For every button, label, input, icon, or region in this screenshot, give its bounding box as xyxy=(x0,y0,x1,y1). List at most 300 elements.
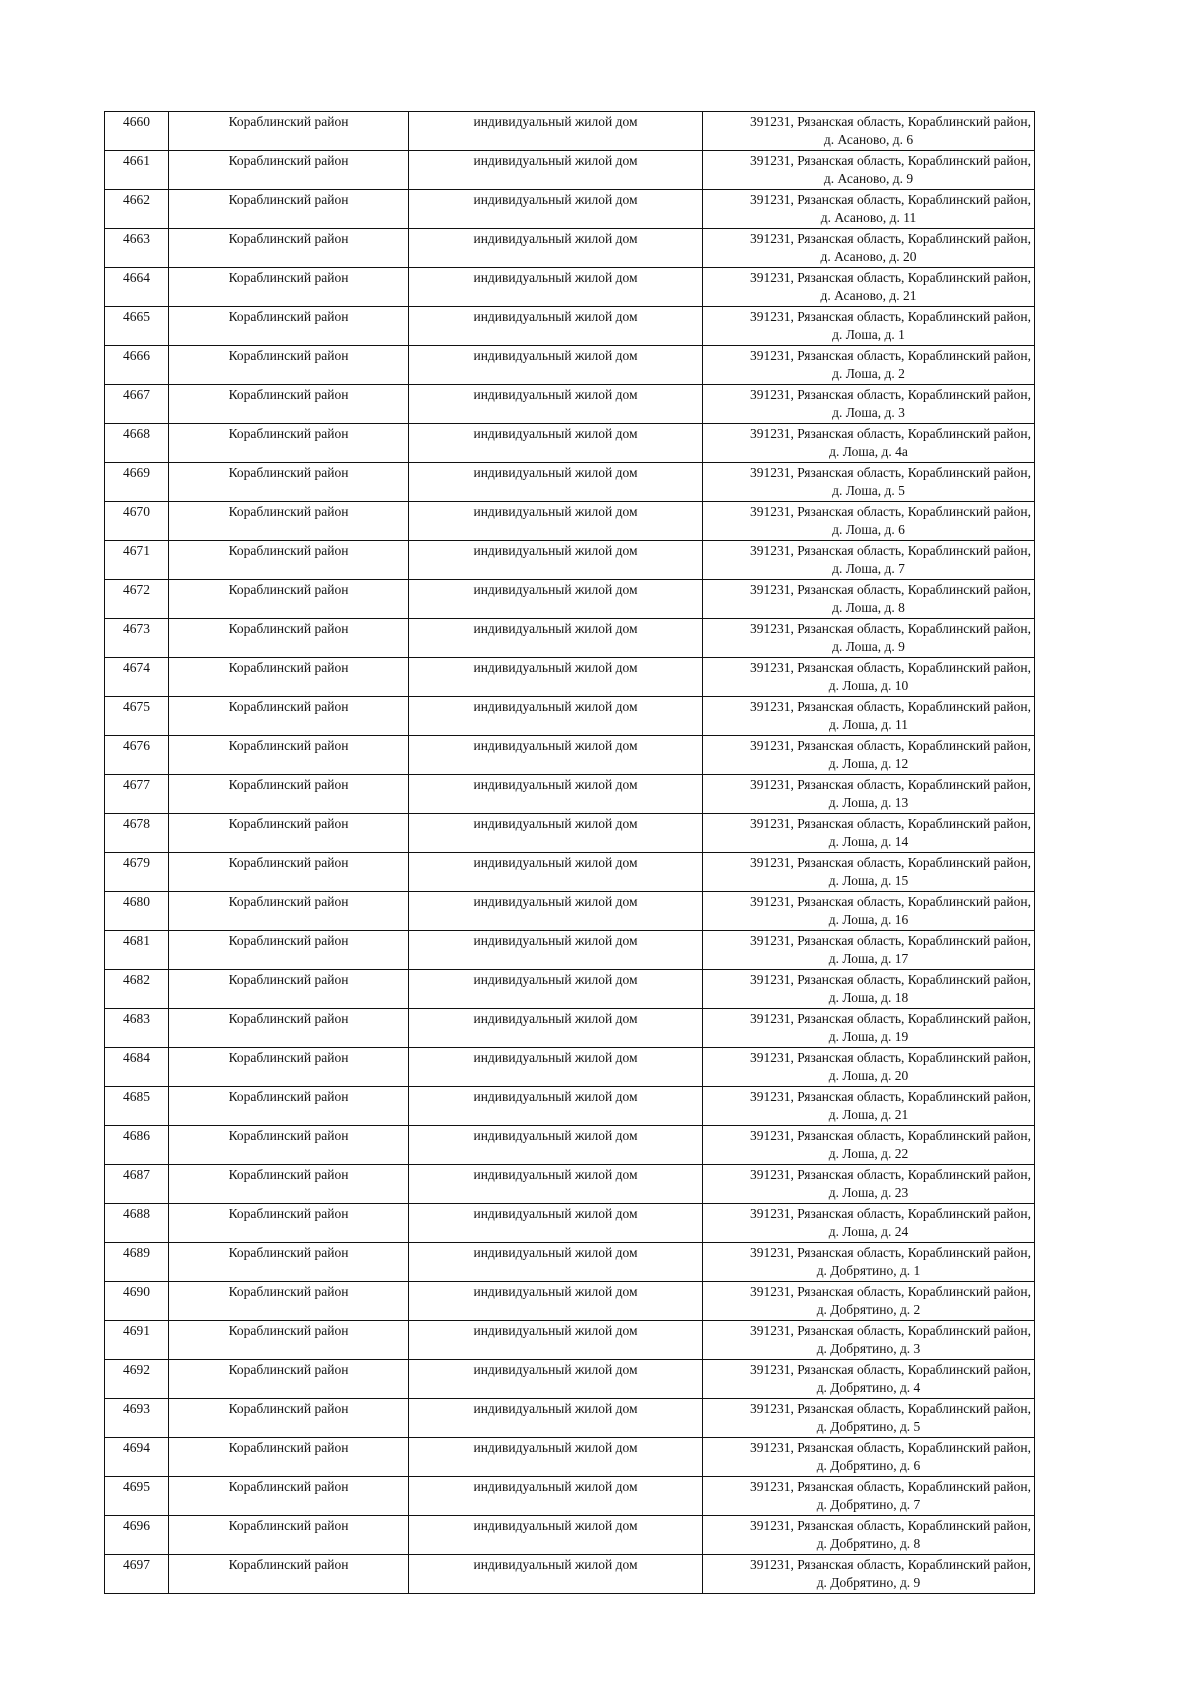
building-type-text: индивидуальный жилой дом xyxy=(473,777,638,792)
row-number-text: 4693 xyxy=(123,1401,150,1416)
district-cell xyxy=(169,541,409,580)
row-number-text: 4696 xyxy=(123,1518,150,1533)
table-row xyxy=(105,502,1035,541)
address-cell xyxy=(703,580,1035,619)
district-text: Кораблинский район xyxy=(228,816,349,831)
row-number-text: 4667 xyxy=(123,387,150,402)
row-number-text: 4681 xyxy=(123,933,150,948)
row-number-text: 4689 xyxy=(123,1245,150,1260)
row-number-text: 4666 xyxy=(123,348,150,363)
table-row xyxy=(105,229,1035,268)
building-type-cell xyxy=(409,541,703,580)
row-number xyxy=(105,112,169,151)
district-text: Кораблинский район xyxy=(228,426,349,441)
address-line-1: 391231, Рязанская область, Кораблинский район, xyxy=(750,1206,1031,1221)
building-type-text: индивидуальный жилой дом xyxy=(473,348,638,363)
building-type-cell xyxy=(409,1555,703,1594)
address-cell xyxy=(703,229,1035,268)
address-line-1: 391231, Рязанская область, Кораблинский район, xyxy=(750,1284,1031,1299)
district-cell xyxy=(169,853,409,892)
row-number-text: 4682 xyxy=(123,972,150,987)
address-line-1: 391231, Рязанская область, Кораблинский район, xyxy=(750,504,1031,519)
row-number xyxy=(105,775,169,814)
housing-registry-table xyxy=(104,111,1035,1594)
row-number xyxy=(105,1165,169,1204)
address-line-2: д. Лоша, д. 11 xyxy=(829,716,908,732)
address-line-1: 391231, Рязанская область, Кораблинский район, xyxy=(750,1440,1031,1455)
address-cell xyxy=(703,658,1035,697)
building-type-cell xyxy=(409,268,703,307)
table-row xyxy=(105,268,1035,307)
row-number xyxy=(105,1009,169,1048)
district-text: Кораблинский район xyxy=(228,1245,349,1260)
building-type-cell xyxy=(409,346,703,385)
address-line-2: д. Добрятино, д. 2 xyxy=(816,1301,921,1317)
address-cell xyxy=(703,541,1035,580)
row-number-text: 4675 xyxy=(123,699,150,714)
address-line-2: д. Добрятино, д. 4 xyxy=(816,1379,921,1395)
row-number-text: 4678 xyxy=(123,816,150,831)
table-row xyxy=(105,658,1035,697)
address-cell xyxy=(703,1048,1035,1087)
district-cell xyxy=(169,814,409,853)
address-cell xyxy=(703,1438,1035,1477)
district-cell xyxy=(169,775,409,814)
table-row xyxy=(105,1321,1035,1360)
address-line-2: д. Лоша, д. 6 xyxy=(832,521,905,537)
district-cell xyxy=(169,697,409,736)
district-cell xyxy=(169,1360,409,1399)
address-line-1: 391231, Рязанская область, Кораблинский район, xyxy=(750,1518,1031,1533)
address-cell xyxy=(703,1087,1035,1126)
district-cell xyxy=(169,580,409,619)
address-line-1: 391231, Рязанская область, Кораблинский район, xyxy=(750,582,1031,597)
address-line-2: д. Лоша, д. 4а xyxy=(829,443,908,459)
row-number-text: 4676 xyxy=(123,738,150,753)
district-text: Кораблинский район xyxy=(228,348,349,363)
row-number xyxy=(105,385,169,424)
building-type-cell xyxy=(409,190,703,229)
building-type-text: индивидуальный жилой дом xyxy=(473,387,638,402)
address-line-1: 391231, Рязанская область, Кораблинский район, xyxy=(750,387,1031,402)
district-text: Кораблинский район xyxy=(228,504,349,519)
address-line-2: д. Лоша, д. 13 xyxy=(828,794,909,810)
building-type-cell xyxy=(409,619,703,658)
building-type-cell xyxy=(409,112,703,151)
building-type-cell xyxy=(409,580,703,619)
building-type-cell xyxy=(409,1516,703,1555)
address-line-2: д. Лоша, д. 21 xyxy=(828,1106,909,1122)
building-type-cell xyxy=(409,1282,703,1321)
table-row xyxy=(105,1243,1035,1282)
building-type-cell xyxy=(409,151,703,190)
address-cell xyxy=(703,1282,1035,1321)
building-type-text: индивидуальный жилой дом xyxy=(473,153,638,168)
building-type-cell xyxy=(409,1204,703,1243)
building-type-text: индивидуальный жилой дом xyxy=(473,1323,638,1338)
table-row xyxy=(105,775,1035,814)
district-cell xyxy=(169,1165,409,1204)
row-number-text: 4665 xyxy=(123,309,150,324)
address-line-2: д. Добрятино, д. 6 xyxy=(816,1457,921,1473)
district-text: Кораблинский район xyxy=(228,933,349,948)
address-cell xyxy=(703,1360,1035,1399)
address-line-1: 391231, Рязанская область, Кораблинский район, xyxy=(750,114,1031,129)
address-line-1: 391231, Рязанская область, Кораблинский район, xyxy=(750,777,1031,792)
district-text: Кораблинский район xyxy=(228,1518,349,1533)
district-cell xyxy=(169,1282,409,1321)
district-cell xyxy=(169,1243,409,1282)
district-text: Кораблинский район xyxy=(228,153,349,168)
table-row xyxy=(105,1087,1035,1126)
address-cell xyxy=(703,307,1035,346)
address-cell xyxy=(703,151,1035,190)
address-line-1: 391231, Рязанская область, Кораблинский район, xyxy=(750,621,1031,636)
address-line-1: 391231, Рязанская область, Кораблинский район, xyxy=(750,1362,1031,1377)
building-type-text: индивидуальный жилой дом xyxy=(473,1011,638,1026)
building-type-text: индивидуальный жилой дом xyxy=(473,972,638,987)
table-row xyxy=(105,1477,1035,1516)
address-line-1: 391231, Рязанская область, Кораблинский район, xyxy=(750,1089,1031,1104)
district-cell xyxy=(169,346,409,385)
row-number xyxy=(105,697,169,736)
row-number-text: 4695 xyxy=(123,1479,150,1494)
address-line-1: 391231, Рязанская область, Кораблинский район, xyxy=(750,192,1031,207)
district-text: Кораблинский район xyxy=(228,1284,349,1299)
table-row xyxy=(105,619,1035,658)
address-cell xyxy=(703,1009,1035,1048)
district-cell xyxy=(169,1516,409,1555)
building-type-text: индивидуальный жилой дом xyxy=(473,816,638,831)
address-line-1: 391231, Рязанская область, Кораблинский район, xyxy=(750,894,1031,909)
row-number-text: 4669 xyxy=(123,465,150,480)
building-type-cell xyxy=(409,697,703,736)
row-number xyxy=(105,1477,169,1516)
address-line-2: д. Лоша, д. 5 xyxy=(832,482,905,498)
building-type-cell xyxy=(409,970,703,1009)
row-number-text: 4688 xyxy=(123,1206,150,1221)
building-type-text: индивидуальный жилой дом xyxy=(473,114,638,129)
district-text: Кораблинский район xyxy=(228,114,349,129)
district-text: Кораблинский район xyxy=(228,465,349,480)
district-text: Кораблинский район xyxy=(228,387,349,402)
address-cell xyxy=(703,775,1035,814)
district-cell xyxy=(169,892,409,931)
building-type-cell xyxy=(409,424,703,463)
building-type-text: индивидуальный жилой дом xyxy=(473,231,638,246)
address-line-1: 391231, Рязанская область, Кораблинский район, xyxy=(750,1167,1031,1182)
address-cell xyxy=(703,1516,1035,1555)
row-number xyxy=(105,1516,169,1555)
address-cell xyxy=(703,931,1035,970)
table-row xyxy=(105,697,1035,736)
address-line-1: 391231, Рязанская область, Кораблинский район, xyxy=(750,153,1031,168)
address-line-1: 391231, Рязанская область, Кораблинский район, xyxy=(750,1011,1031,1026)
row-number-text: 4680 xyxy=(123,894,150,909)
address-cell xyxy=(703,463,1035,502)
district-cell xyxy=(169,1555,409,1594)
table-row xyxy=(105,1165,1035,1204)
address-cell xyxy=(703,892,1035,931)
building-type-text: индивидуальный жилой дом xyxy=(473,1362,638,1377)
address-cell xyxy=(703,853,1035,892)
address-cell xyxy=(703,385,1035,424)
district-cell xyxy=(169,1009,409,1048)
address-cell xyxy=(703,1321,1035,1360)
address-line-1: 391231, Рязанская область, Кораблинский район, xyxy=(750,231,1031,246)
row-number xyxy=(105,736,169,775)
district-cell xyxy=(169,1087,409,1126)
row-number xyxy=(105,931,169,970)
table-row xyxy=(105,346,1035,385)
building-type-cell xyxy=(409,1399,703,1438)
address-line-1: 391231, Рязанская область, Кораблинский район, xyxy=(750,855,1031,870)
row-number-text: 4673 xyxy=(123,621,150,636)
building-type-cell xyxy=(409,1126,703,1165)
address-line-1: 391231, Рязанская область, Кораблинский район, xyxy=(750,816,1031,831)
building-type-text: индивидуальный жилой дом xyxy=(473,192,638,207)
address-line-2: д. Лоша, д. 14 xyxy=(828,833,909,849)
district-text: Кораблинский район xyxy=(228,192,349,207)
address-line-2: д. Лоша, д. 8 xyxy=(832,599,905,615)
district-cell xyxy=(169,229,409,268)
table-row xyxy=(105,385,1035,424)
address-line-1: 391231, Рязанская область, Кораблинский район, xyxy=(750,660,1031,675)
row-number-text: 4674 xyxy=(123,660,150,675)
table-row xyxy=(105,1048,1035,1087)
row-number xyxy=(105,1282,169,1321)
row-number-text: 4671 xyxy=(123,543,150,558)
district-cell xyxy=(169,658,409,697)
address-line-2: д. Лоша, д. 7 xyxy=(832,560,905,576)
address-line-2: д. Добрятино, д. 7 xyxy=(816,1496,921,1512)
address-line-2: д. Лоша, д. 23 xyxy=(828,1184,909,1200)
row-number xyxy=(105,1087,169,1126)
table-row xyxy=(105,1438,1035,1477)
address-line-1: 391231, Рязанская область, Кораблинский район, xyxy=(750,738,1031,753)
row-number xyxy=(105,1555,169,1594)
row-number xyxy=(105,658,169,697)
address-line-1: 391231, Рязанская область, Кораблинский район, xyxy=(750,543,1031,558)
district-text: Кораблинский район xyxy=(228,1089,349,1104)
address-line-2: д. Лоша, д. 19 xyxy=(828,1028,909,1044)
row-number xyxy=(105,463,169,502)
address-line-2: д. Добрятино, д. 5 xyxy=(816,1418,921,1434)
building-type-cell xyxy=(409,1243,703,1282)
address-line-1: 391231, Рязанская область, Кораблинский район, xyxy=(750,699,1031,714)
row-number-text: 4660 xyxy=(123,114,150,129)
building-type-text: индивидуальный жилой дом xyxy=(473,504,638,519)
table-body xyxy=(105,112,1035,1594)
row-number xyxy=(105,814,169,853)
district-text: Кораблинский район xyxy=(228,1557,349,1572)
district-text: Кораблинский район xyxy=(228,309,349,324)
address-line-2: д. Добрятино, д. 9 xyxy=(816,1574,921,1590)
row-number-text: 4694 xyxy=(123,1440,150,1455)
table-row xyxy=(105,307,1035,346)
district-cell xyxy=(169,1399,409,1438)
building-type-cell xyxy=(409,385,703,424)
address-cell xyxy=(703,1204,1035,1243)
district-text: Кораблинский район xyxy=(228,738,349,753)
address-line-1: 391231, Рязанская область, Кораблинский район, xyxy=(750,1245,1031,1260)
address-cell xyxy=(703,190,1035,229)
address-line-2: д. Лоша, д. 2 xyxy=(832,365,905,381)
row-number-text: 4691 xyxy=(123,1323,150,1338)
district-text: Кораблинский район xyxy=(228,270,349,285)
address-line-2: д. Асаново, д. 20 xyxy=(820,248,917,264)
building-type-cell xyxy=(409,775,703,814)
district-text: Кораблинский район xyxy=(228,972,349,987)
row-number-text: 4692 xyxy=(123,1362,150,1377)
row-number xyxy=(105,541,169,580)
row-number-text: 4687 xyxy=(123,1167,150,1182)
building-type-cell xyxy=(409,1165,703,1204)
address-line-2: д. Асаново, д. 21 xyxy=(820,287,917,303)
district-text: Кораблинский район xyxy=(228,894,349,909)
district-cell xyxy=(169,1477,409,1516)
building-type-text: индивидуальный жилой дом xyxy=(473,1518,638,1533)
district-cell xyxy=(169,970,409,1009)
row-number xyxy=(105,1243,169,1282)
building-type-cell xyxy=(409,463,703,502)
building-type-text: индивидуальный жилой дом xyxy=(473,699,638,714)
row-number xyxy=(105,970,169,1009)
address-line-1: 391231, Рязанская область, Кораблинский район, xyxy=(750,933,1031,948)
row-number-text: 4690 xyxy=(123,1284,150,1299)
building-type-text: индивидуальный жилой дом xyxy=(473,1206,638,1221)
building-type-cell xyxy=(409,1048,703,1087)
building-type-cell xyxy=(409,931,703,970)
address-line-2: д. Асаново, д. 9 xyxy=(823,170,914,186)
row-number-text: 4672 xyxy=(123,582,150,597)
table-row xyxy=(105,1399,1035,1438)
row-number-text: 4664 xyxy=(123,270,150,285)
row-number xyxy=(105,346,169,385)
address-line-1: 391231, Рязанская область, Кораблинский район, xyxy=(750,1050,1031,1065)
address-line-2: д. Асаново, д. 6 xyxy=(823,131,914,147)
building-type-text: индивидуальный жилой дом xyxy=(473,426,638,441)
district-cell xyxy=(169,1438,409,1477)
building-type-text: индивидуальный жилой дом xyxy=(473,1479,638,1494)
building-type-text: индивидуальный жилой дом xyxy=(473,855,638,870)
building-type-text: индивидуальный жилой дом xyxy=(473,465,638,480)
address-cell xyxy=(703,736,1035,775)
building-type-cell xyxy=(409,1360,703,1399)
building-type-cell xyxy=(409,1087,703,1126)
address-line-2: д. Лоша, д. 20 xyxy=(828,1067,909,1083)
building-type-text: индивидуальный жилой дом xyxy=(473,1089,638,1104)
building-type-cell xyxy=(409,307,703,346)
district-cell xyxy=(169,736,409,775)
district-cell xyxy=(169,424,409,463)
address-cell xyxy=(703,1165,1035,1204)
district-text: Кораблинский район xyxy=(228,660,349,675)
address-cell xyxy=(703,1126,1035,1165)
table-row xyxy=(105,112,1035,151)
row-number-text: 4662 xyxy=(123,192,150,207)
district-cell xyxy=(169,307,409,346)
building-type-cell xyxy=(409,736,703,775)
building-type-text: индивидуальный жилой дом xyxy=(473,738,638,753)
row-number-text: 4679 xyxy=(123,855,150,870)
district-cell xyxy=(169,385,409,424)
row-number xyxy=(105,268,169,307)
district-cell xyxy=(169,463,409,502)
building-type-cell xyxy=(409,502,703,541)
address-line-2: д. Лоша, д. 17 xyxy=(828,950,909,966)
district-cell xyxy=(169,931,409,970)
district-text: Кораблинский район xyxy=(228,1440,349,1455)
building-type-text: индивидуальный жилой дом xyxy=(473,309,638,324)
address-line-1: 391231, Рязанская область, Кораблинский район, xyxy=(750,1557,1031,1572)
address-line-1: 391231, Рязанская область, Кораблинский район, xyxy=(750,309,1031,324)
building-type-text: индивидуальный жилой дом xyxy=(473,1401,638,1416)
district-cell xyxy=(169,151,409,190)
address-line-2: д. Добрятино, д. 8 xyxy=(816,1535,921,1551)
address-line-1: 391231, Рязанская область, Кораблинский район, xyxy=(750,1479,1031,1494)
row-number-text: 4661 xyxy=(123,153,150,168)
building-type-cell xyxy=(409,853,703,892)
building-type-cell xyxy=(409,892,703,931)
row-number-text: 4663 xyxy=(123,231,150,246)
row-number-text: 4685 xyxy=(123,1089,150,1104)
district-text: Кораблинский район xyxy=(228,1479,349,1494)
district-cell xyxy=(169,1321,409,1360)
building-type-text: индивидуальный жилой дом xyxy=(473,1557,638,1572)
table-row xyxy=(105,1126,1035,1165)
district-text: Кораблинский район xyxy=(228,1401,349,1416)
table-row xyxy=(105,1555,1035,1594)
district-text: Кораблинский район xyxy=(228,543,349,558)
table-row xyxy=(105,541,1035,580)
address-cell xyxy=(703,1399,1035,1438)
row-number xyxy=(105,1360,169,1399)
address-cell xyxy=(703,619,1035,658)
address-line-1: 391231, Рязанская область, Кораблинский район, xyxy=(750,1128,1031,1143)
table-row xyxy=(105,151,1035,190)
address-line-2: д. Лоша, д. 22 xyxy=(828,1145,909,1161)
table-row xyxy=(105,1282,1035,1321)
district-cell xyxy=(169,1204,409,1243)
address-line-2: д. Лоша, д. 24 xyxy=(828,1223,909,1239)
address-line-1: 391231, Рязанская область, Кораблинский район, xyxy=(750,1323,1031,1338)
address-cell xyxy=(703,1555,1035,1594)
address-cell xyxy=(703,268,1035,307)
building-type-cell xyxy=(409,1477,703,1516)
address-line-2: д. Лоша, д. 3 xyxy=(832,404,905,420)
district-text: Кораблинский район xyxy=(228,1167,349,1182)
district-text: Кораблинский район xyxy=(228,1128,349,1143)
table-row xyxy=(105,1360,1035,1399)
district-cell xyxy=(169,502,409,541)
row-number-text: 4697 xyxy=(123,1557,150,1572)
row-number xyxy=(105,1048,169,1087)
row-number-text: 4677 xyxy=(123,777,150,792)
address-line-1: 391231, Рязанская область, Кораблинский район, xyxy=(750,348,1031,363)
table-row xyxy=(105,1204,1035,1243)
table-row xyxy=(105,190,1035,229)
building-type-cell xyxy=(409,1321,703,1360)
building-type-cell xyxy=(409,658,703,697)
address-cell xyxy=(703,502,1035,541)
district-text: Кораблинский район xyxy=(228,1206,349,1221)
row-number xyxy=(105,424,169,463)
address-line-1: 391231, Рязанская область, Кораблинский район, xyxy=(750,426,1031,441)
row-number-text: 4684 xyxy=(123,1050,150,1065)
district-cell xyxy=(169,619,409,658)
row-number xyxy=(105,580,169,619)
